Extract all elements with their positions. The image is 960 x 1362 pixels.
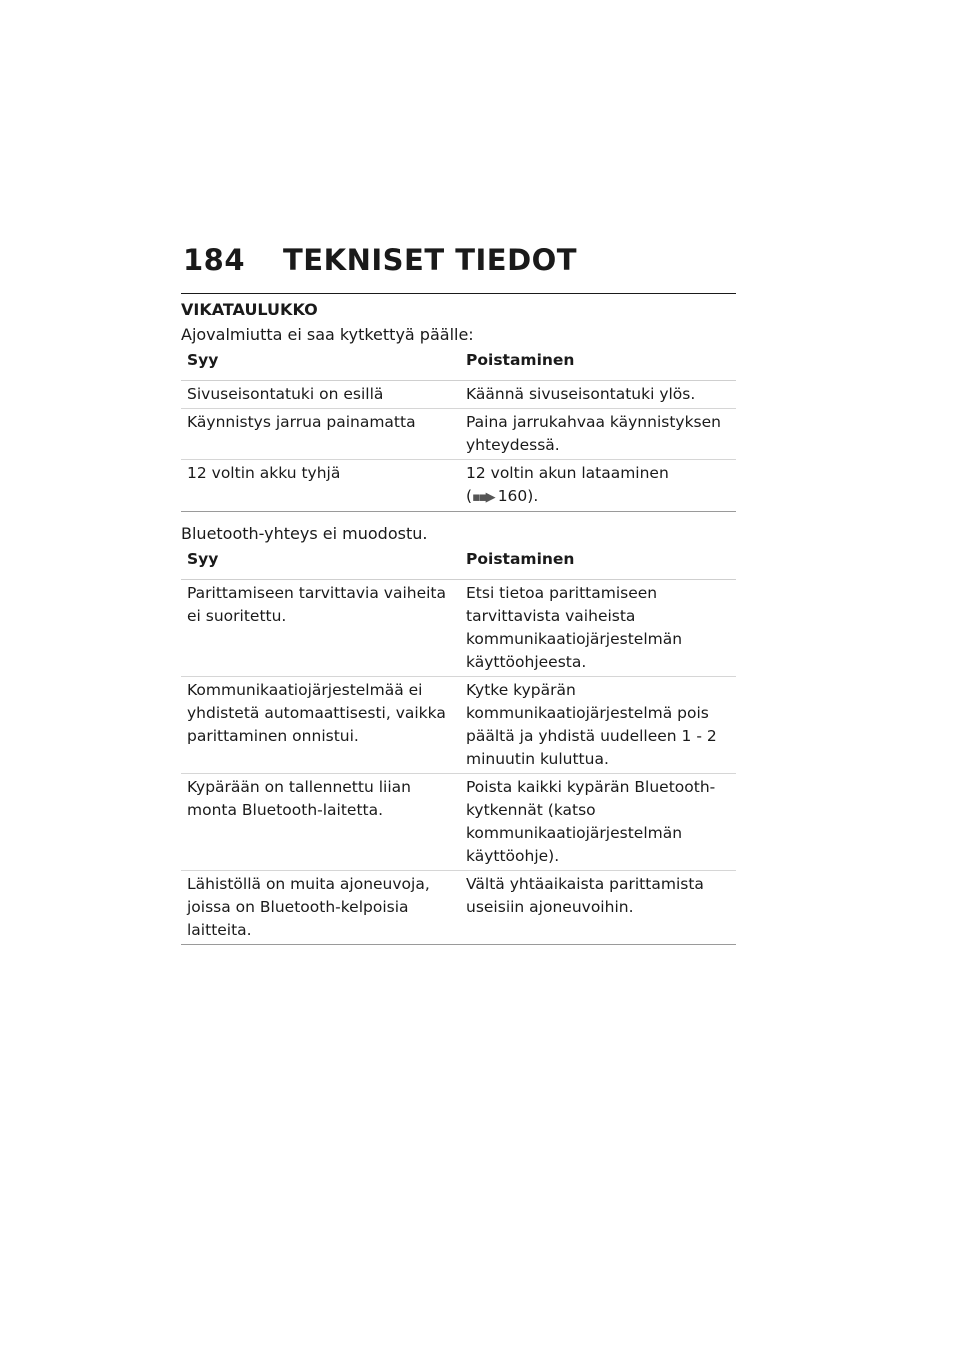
cause-cell: Kommunikaatiojärjestelmää ei yhdistetä automaattisesti, vaikka parittaminen onnistui. <box>181 677 460 774</box>
fix-cell: Etsi tietoa parittamiseen tarvittavista vaiheista kommunikaatiojärjestelmän käyttöohjeesta. <box>460 580 736 677</box>
cause-cell: Käynnistys jarrua painamatta <box>181 409 460 460</box>
page-content <box>181 298 736 945</box>
table-row <box>181 871 736 945</box>
fix-cell <box>460 460 736 512</box>
page-number: 184 <box>183 243 246 277</box>
section-title: VIKATAULUKKO <box>181 300 318 319</box>
page-header <box>183 243 736 277</box>
table-row <box>181 580 736 677</box>
table-header-row <box>181 347 736 381</box>
fix-text: 12 voltin akun lataaminen <box>466 464 669 482</box>
table2-intro: Bluetooth-yhteys ei muodostu. <box>181 524 428 543</box>
fault-table-ready-to-ride <box>181 347 736 512</box>
fix-cell: Kytke kypärän kommunikaatiojärjestelmä pois päältä ja yhdistä uudelleen 1 - 2 minuutin kuluttua. <box>460 677 736 774</box>
chapter-title: TEKNISET TIEDOT <box>283 243 578 277</box>
table-row <box>181 409 736 460</box>
fix-cell: Vältä yhtäaikaista parittamista useisiin ajoneuvoihin. <box>460 871 736 945</box>
fix-cell: Paina jarrukahvaa käynnistyksen yhteydessä. <box>460 409 736 460</box>
table-row <box>181 774 736 871</box>
page-reference-arrow-icon: ▪▪▶ <box>472 490 494 505</box>
page-reference-link[interactable]: (▪▪▶ 160). <box>466 487 539 505</box>
cause-cell: Parittamiseen tarvittavia vaiheita ei suoritettu. <box>181 580 460 677</box>
column-header-fix: Poistaminen <box>460 546 736 580</box>
section-divider <box>181 293 736 294</box>
column-header-fix: Poistaminen <box>460 347 736 381</box>
column-header-cause: Syy <box>181 546 460 580</box>
table-row <box>181 677 736 774</box>
fix-cell: Käännä sivuseisontatuki ylös. <box>460 381 736 409</box>
column-header-cause: Syy <box>181 347 460 381</box>
fix-cell: Poista kaikki kypärän Bluetooth-kytkennät (katso kommunikaatiojärjestelmän käyttöohje). <box>460 774 736 871</box>
page-reference-number: 160). <box>497 487 539 505</box>
cause-cell: Sivuseisontatuki on esillä <box>181 381 460 409</box>
cause-cell: 12 voltin akku tyhjä <box>181 460 460 512</box>
cause-cell: Lähistöllä on muita ajoneuvoja, joissa on Bluetooth-kelpoisia laitteita. <box>181 871 460 945</box>
fault-table-bluetooth <box>181 546 736 945</box>
table-row <box>181 381 736 409</box>
table-header-row <box>181 546 736 580</box>
cause-cell: Kypärään on tallennettu liian monta Bluetooth-laitetta. <box>181 774 460 871</box>
table-row <box>181 460 736 512</box>
table1-intro: Ajovalmiutta ei saa kytkettyä päälle: <box>181 325 474 344</box>
